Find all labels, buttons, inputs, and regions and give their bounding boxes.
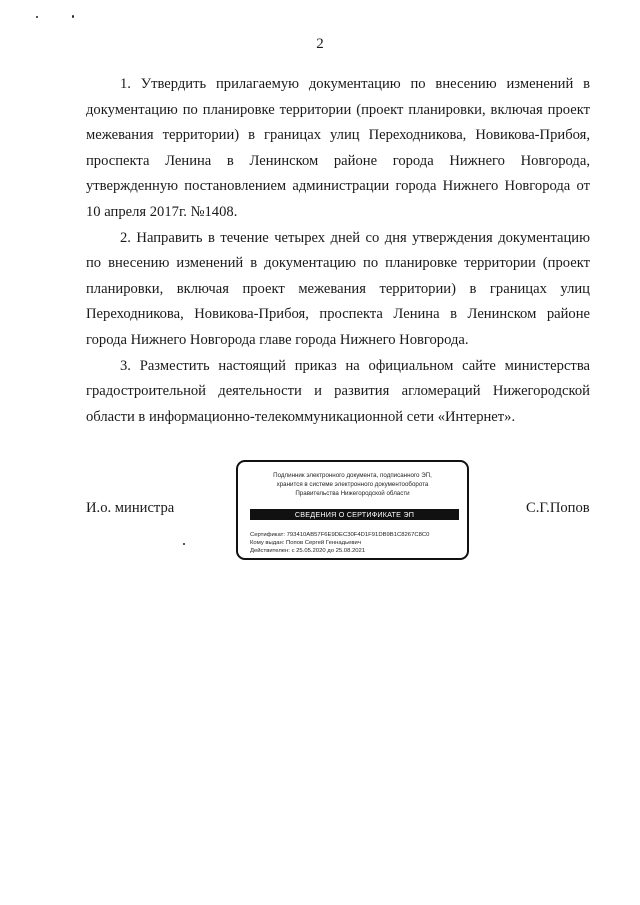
document-body <box>86 72 590 430</box>
stamp-info-line: хранится в системе электронного документооборота <box>276 481 429 488</box>
stamp-info-line: Правительства Нижегородской области <box>295 490 410 497</box>
page-number: 2 <box>316 36 324 52</box>
scan-speck <box>183 543 185 545</box>
stamp-header: СВЕДЕНИЯ О СЕРТИФИКАТЕ ЭП <box>250 509 459 520</box>
stamp-details <box>250 531 429 556</box>
electronic-signature-stamp <box>236 460 469 560</box>
stamp-certificate: Сертификат: 793410AB57F6E9DEC30F4D1F91DB9B1C8267C8C0 <box>250 532 430 538</box>
stamp-info-line: Подлинник электронного документа, подписанного ЭП, <box>273 472 432 479</box>
signatory-name: С.Г.Попов <box>526 500 590 516</box>
stamp-owner: Кому выдан: Попов Сергей Геннадьевич <box>250 540 361 547</box>
signatory-position: И.о. министра <box>86 500 175 516</box>
stamp-validity: Действителен: с 25.05.2020 до 25.08.2021 <box>250 548 366 555</box>
scan-speck <box>36 16 38 18</box>
paragraph-2: 2. Направить в течение четырех дней со дня утверждения документацию по внесению изменений в документацию по планировке территории (проект планировки, включая проект межевания территории) в границах улиц Переходникова, Новикова-Прибоя, проспекта Ленина в Ленинском районе города Нижнего Новгорода главе города Нижнего Новгорода. <box>86 229 590 348</box>
scan-speck <box>72 15 74 18</box>
paragraph-1: 1. Утвердить прилагаемую документацию по внесению изменений в документацию по планировке территории (проект планировки, включая проект межевания территории) в границах улиц Переходникова, Новикова-Прибоя, проспекта Ленина в Ленинском районе города Нижнего Новгорода, утвержденную постановлением администрации города Нижнего Новгорода от 10 апреля 2017г. №1408. <box>86 76 590 220</box>
paragraph-3: 3. Разместить настоящий приказ на официальном сайте министерства градостроительной деятельности и развития агломераций Нижегородской области в информационно-телекоммуникационной сети «Интернет». <box>86 357 590 425</box>
stamp-info <box>244 471 461 498</box>
